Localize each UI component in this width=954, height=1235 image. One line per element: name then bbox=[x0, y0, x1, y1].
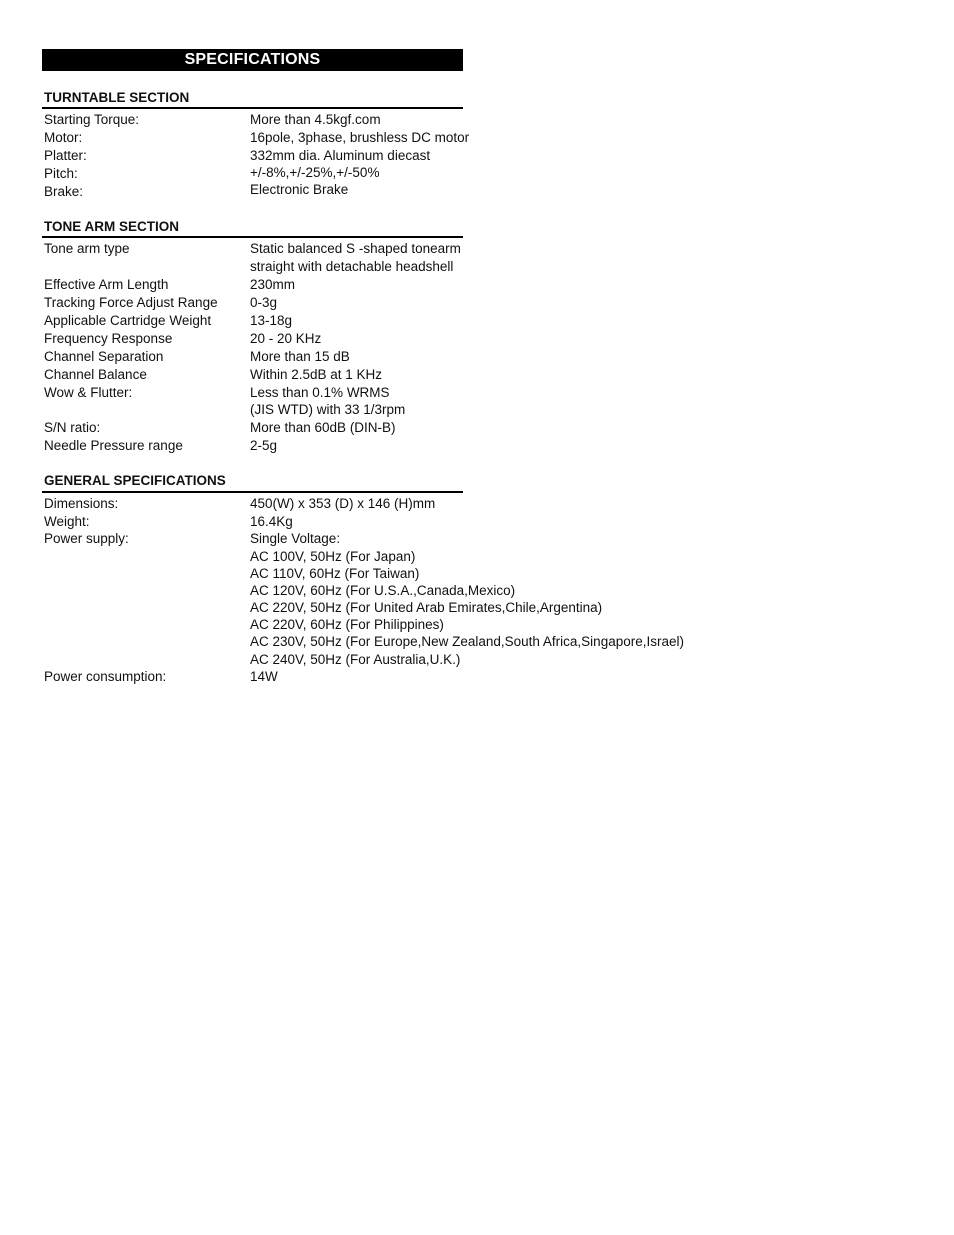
spec-label: Power supply: bbox=[44, 531, 129, 546]
spec-value: AC 100V, 50Hz (For Japan) bbox=[250, 549, 416, 564]
spec-label: Frequency Response bbox=[44, 331, 173, 346]
spec-label: Channel Balance bbox=[44, 367, 147, 382]
spec-value: AC 220V, 50Hz (For United Arab Emirates,Chile,Argentina) bbox=[250, 600, 603, 615]
spec-value: More than 4.5kgf.com bbox=[250, 112, 381, 127]
spec-value: AC 220V, 60Hz (For Philippines) bbox=[250, 617, 444, 632]
spec-value: Single Voltage: bbox=[250, 531, 341, 546]
spec-label: Motor: bbox=[44, 130, 83, 145]
spec-label: Tracking Force Adjust Range bbox=[44, 295, 218, 310]
spec-value: AC 230V, 50Hz (For Europe,New Zealand,South Africa,Singapore,Israel) bbox=[250, 634, 684, 649]
spec-value: 16.4Kg bbox=[250, 514, 293, 529]
spec-label: Effective Arm Length bbox=[44, 277, 169, 292]
spec-label: Channel Separation bbox=[44, 349, 164, 364]
spec-label: Tone arm type bbox=[44, 241, 130, 256]
spec-label: Pitch: bbox=[44, 166, 78, 181]
turntable-section-title: TURNTABLE SECTION bbox=[44, 90, 190, 105]
spec-label: Needle Pressure range bbox=[44, 438, 183, 453]
spec-value: 230mm bbox=[250, 277, 296, 292]
spec-value: Within 2.5dB at 1 KHz bbox=[250, 367, 383, 382]
specifications-banner: SPECIFICATIONS bbox=[42, 49, 463, 71]
spec-value: AC 110V, 60Hz (For Taiwan) bbox=[250, 566, 420, 581]
tonearm-section-title: TONE ARM SECTION bbox=[44, 219, 180, 234]
spec-label: Wow & Flutter: bbox=[44, 385, 133, 400]
spec-value: AC 240V, 50Hz (For Australia,U.K.) bbox=[250, 652, 461, 667]
spec-label: Dimensions: bbox=[44, 496, 119, 511]
spec-value: 16pole, 3phase, brushless DC motor bbox=[250, 130, 470, 145]
spec-value: More than 60dB (DIN-B) bbox=[250, 420, 396, 435]
general-section-title: GENERAL SPECIFICATIONS bbox=[44, 473, 226, 488]
spec-value: AC 120V, 60Hz (For U.S.A.,Canada,Mexico) bbox=[250, 583, 516, 598]
spec-label: Brake: bbox=[44, 184, 84, 199]
spec-label: Platter: bbox=[44, 148, 87, 163]
spec-value: straight with detachable headshell bbox=[250, 259, 454, 274]
spec-value: Less than 0.1% WRMS bbox=[250, 385, 390, 400]
tonearm-section-rule bbox=[42, 236, 463, 238]
spec-label: Applicable Cartridge Weight bbox=[44, 313, 212, 328]
spec-label: Starting Torque: bbox=[44, 112, 140, 127]
spec-value: 0-3g bbox=[250, 295, 278, 310]
spec-value: More than 15 dB bbox=[250, 349, 350, 364]
spec-label: Power consumption: bbox=[44, 669, 167, 684]
spec-label: S/N ratio: bbox=[44, 420, 101, 435]
spec-value: 20 - 20 KHz bbox=[250, 331, 322, 346]
spec-value: +/-8%,+/-25%,+/-50% bbox=[250, 165, 380, 180]
spec-value: 14W bbox=[250, 669, 278, 684]
spec-value: 13-18g bbox=[250, 313, 293, 328]
spec-value: 332mm dia. Aluminum diecast bbox=[250, 148, 431, 163]
spec-value: Electronic Brake bbox=[250, 182, 349, 197]
general-section-rule bbox=[42, 491, 463, 493]
spec-value: 2-5g bbox=[250, 438, 278, 453]
spec-label: Weight: bbox=[44, 514, 90, 529]
turntable-section-rule bbox=[42, 107, 463, 109]
spec-value: Static balanced S -shaped tonearm bbox=[250, 241, 461, 256]
spec-value: (JIS WTD) with 33 1/3rpm bbox=[250, 402, 406, 417]
spec-value: 450(W) x 353 (D) x 146 (H)mm bbox=[250, 496, 436, 511]
